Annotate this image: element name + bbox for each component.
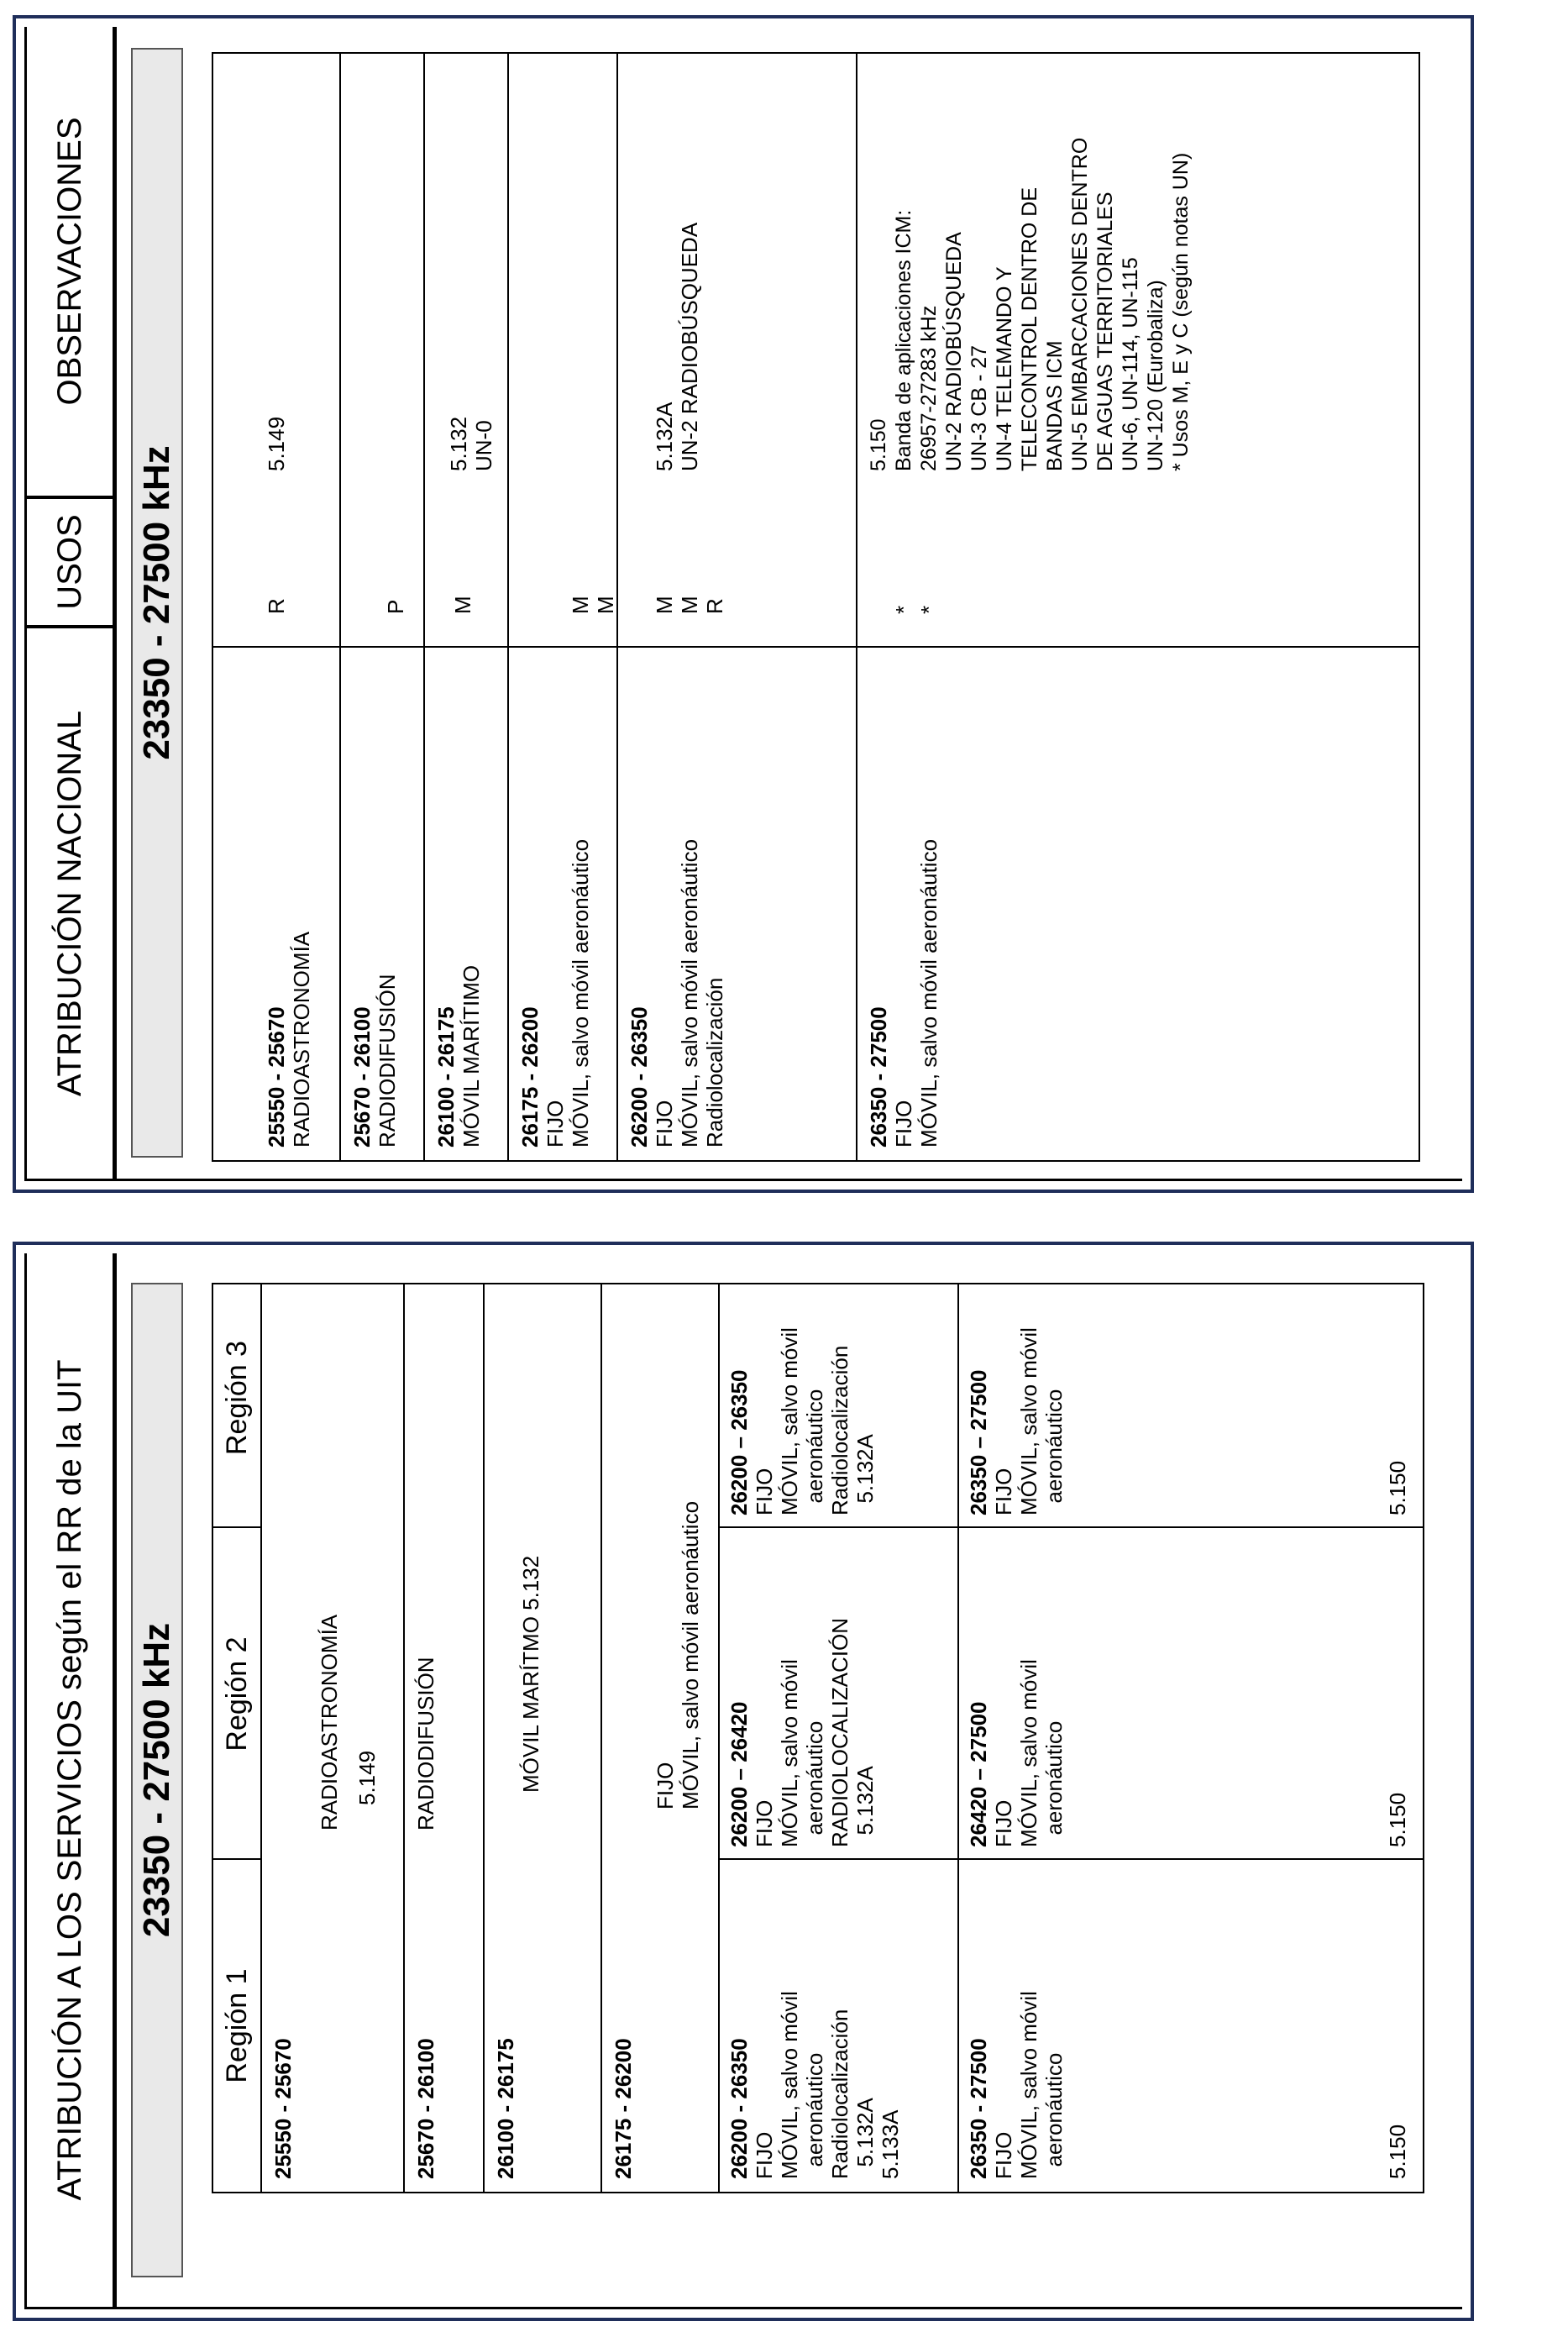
r3-body: FIJO MÓVIL, salvo móvil aeronáutico Radiolocalización 5.132A [752, 1327, 878, 1515]
r2-note: 5.150 [1385, 1792, 1410, 1847]
left-band-title: 23350 - 27500 kHz [131, 1283, 183, 2277]
usos: * * [891, 605, 941, 614]
right-panel-frame [24, 27, 1462, 1181]
left-row-service: RADIOASTRONOMÍA [317, 1614, 342, 1830]
left-panel-frame [24, 1253, 1462, 2309]
region-2-header: Región 2 [220, 1636, 253, 1752]
left-header [27, 1253, 117, 2307]
right-table [212, 52, 1420, 1162]
r2-body: FIJO MÓVIL, salvo móvil aeronáutico RADIOLOCALIZACIÓN 5.132A [752, 1617, 878, 1847]
services: FIJO MÓVIL, salvo móvil aeronáutico Radiolocalización [652, 838, 727, 1148]
services: FIJO MÓVIL, salvo móvil aeronáutico [891, 838, 941, 1148]
usos: M M R [652, 596, 727, 614]
obs: 5.132A UN-2 RADIOBÚSQUEDA [652, 222, 702, 471]
left-row-service: FIJO MÓVIL, salvo móvil aeronáutico [653, 1500, 703, 1809]
r1-range: 26200 - 26350 [726, 2038, 752, 2179]
r3-body: FIJO MÓVIL, salvo móvil aeronáutico [991, 1327, 1067, 1515]
r2-range: 26420 – 27500 [966, 1701, 991, 1847]
services: FIJO MÓVIL, salvo móvil aeronáutico [543, 838, 593, 1148]
region-3-header: Región 3 [220, 1340, 253, 1456]
services: RADIODIFUSIÓN [375, 974, 400, 1148]
r1-body: FIJO MÓVIL, salvo móvil aeronáutico Radiolocalización 5.132A 5.133A [752, 1991, 903, 2179]
left-row-26350 [957, 1284, 1423, 2192]
r1-range: 26350 - 27500 [966, 2038, 991, 2179]
services: RADIOASTRONOMÍA [289, 931, 314, 1148]
left-row-26200 [718, 1284, 957, 2192]
left-row-25670 [403, 1284, 483, 2192]
right-row-26100 [423, 54, 507, 1160]
right-panel [13, 15, 1474, 1193]
range: 26350 - 27500 [866, 1006, 891, 1148]
right-row-26200 [616, 54, 856, 1160]
obs: 5.132 UN-0 [446, 416, 496, 471]
left-row-26100 [483, 1284, 600, 2192]
left-row-service: MÓVIL MARÍTMO 5.132 [518, 1555, 543, 1793]
left-row-range: 25670 - 26100 [413, 2038, 438, 2179]
r3-range: 26350 – 27500 [966, 1369, 991, 1515]
left-row-25550 [260, 1284, 403, 2192]
left-row-service: RADIODIFUSIÓN [413, 1657, 438, 1830]
right-row-25550 [213, 54, 339, 1160]
right-row-26175 [507, 54, 616, 1160]
usos: M [450, 596, 475, 614]
left-row-note: 5.149 [354, 1750, 380, 1805]
left-row-range: 26100 - 26175 [493, 2038, 518, 2179]
range: 25550 - 25670 [264, 1006, 289, 1148]
r2-body: FIJO MÓVIL, salvo móvil aeronáutico [991, 1659, 1067, 1847]
r3-note: 5.150 [1385, 1460, 1410, 1515]
r1-note: 5.150 [1385, 2124, 1410, 2179]
header-observaciones: OBSERVACIONES [50, 117, 88, 406]
services: MÓVIL MARÍTIMO [459, 964, 484, 1148]
header-atribucion: ATRIBUCIÓN NACIONAL [27, 625, 113, 1179]
region-1-header: Región 1 [220, 1968, 253, 2083]
left-panel [13, 1242, 1474, 2321]
usos: R [264, 598, 289, 614]
obs: 5.149 [264, 416, 289, 471]
obs: 5.150 Banda de aplicaciones ICM: 26957-27283 kHz UN-2 RADIOBÚSQUEDA UN-3 CB - 27 UN-4 TELEMANDO Y TELECONTROL DENTRO DE BANDAS ICM UN-5 EMBARCACIONES DENTRO DE AGUAS TERRITORIALES UN-6, UN-114, UN-115 UN-120 (Eurobaliza) * Usos M, E y C (según notas UN) [867, 137, 1193, 471]
left-row-range: 26175 - 26200 [611, 2038, 636, 2179]
usos: P [383, 599, 408, 614]
right-row-26350 [856, 54, 1419, 1160]
r1-body: FIJO MÓVIL, salvo móvil aeronáutico [991, 1991, 1067, 2179]
left-table [212, 1283, 1424, 2193]
left-row-range: 25550 - 25670 [270, 2038, 296, 2179]
r3-range: 26200 – 26350 [726, 1369, 752, 1515]
header-usos: USOS [27, 496, 113, 625]
usos: M M [568, 596, 618, 614]
range: 26175 - 26200 [517, 1006, 543, 1148]
right-band-title: 23350 - 27500 kHz [131, 48, 183, 1158]
range: 26200 - 26350 [627, 1006, 652, 1148]
range: 25670 - 26100 [349, 1006, 375, 1148]
r2-range: 26200 – 26420 [726, 1701, 752, 1847]
right-row-25670 [339, 54, 423, 1160]
range: 26100 - 26175 [433, 1006, 459, 1148]
left-row-26175 [600, 1284, 718, 2192]
right-header [27, 27, 117, 1179]
left-header-title: ATRIBUCIÓN A LOS SERVICIOS según el RR de la UIT [50, 1359, 88, 2201]
